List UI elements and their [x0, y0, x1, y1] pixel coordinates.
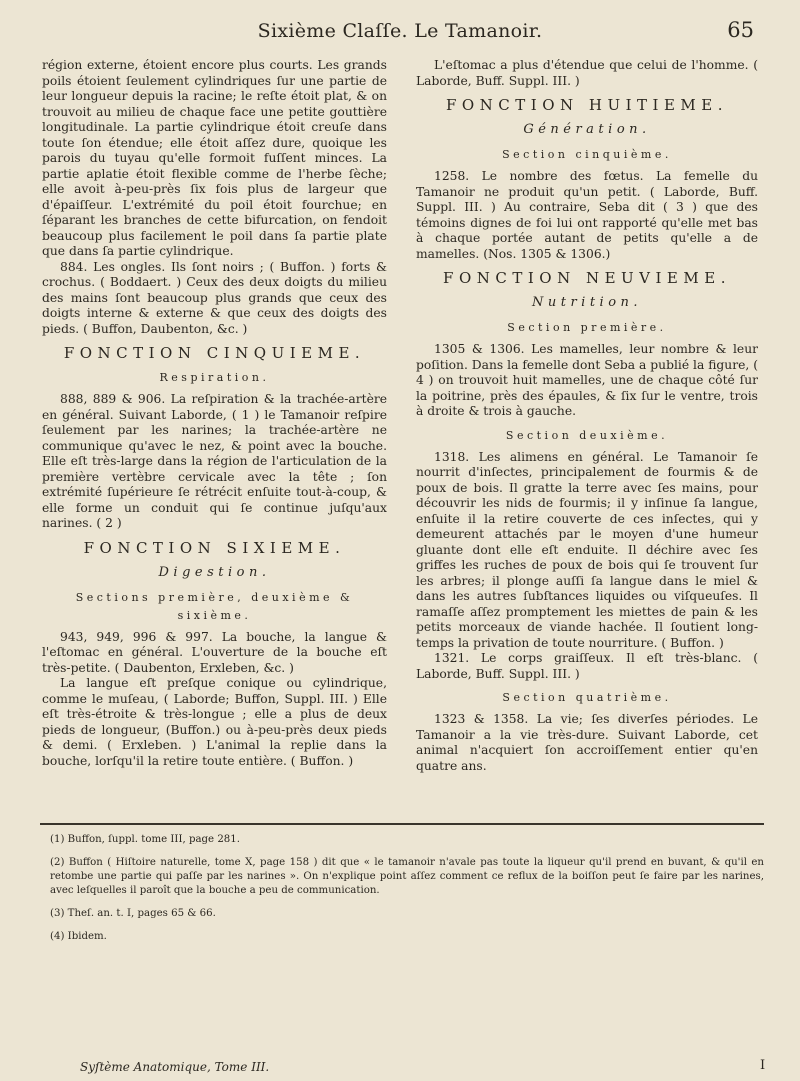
running-title: Sixième Claſſe. Le Tamanoir.: [257, 20, 543, 42]
heading-fonction-6: FONCTION SIXIEME.: [83, 538, 346, 557]
signature-line: Syſtème Anatomique, Tome III.: [80, 1060, 270, 1074]
paragraph: 888, 889 & 906. La reſpiration & la trachée-artère en général. Suivant Laborde, ( 1 ) le Tamanoir reſpire ſeulement par les narines; la trachée-artère ne communique qu'avec le nez, & point avec la bouche. Elle eſt très-large dans la région de l'articulation de la première vertèbre cervicale avec la tête ; ſon extrémité ſupérieure ſe rétrécit enſuite tout-à-coup, & elle forme un conduit qui ſe continue juſqu'aux narines. ( 2 ): [42, 392, 387, 530]
section-heading: Section quatrième.: [502, 691, 672, 704]
footnote-divider: [40, 823, 764, 825]
section-heading: Section cinquième.: [502, 148, 672, 161]
paragraph: 1318. Les alimens en général. Le Tamanoir ſe nourrit d'inſectes, principalement de fourmis & de poux de bois. Il gratte la terre avec ſes mains, pour découvrir les nids de fourmis; il y inſinue ſa langue, enſuite il la retire couverte de ces inſectes, qui y demeurent attachés par le moyen d'une humeur gluante dont elle eſt enduite. Il déchire avec ſes griffes les ruches de poux de bois qui ſe trouvent ſur les arbres; il plonge auſſi ſa langue dans le miel & dans les autres ſubſtances liquides ou viſqueuſes. Il ramaſſe aſſez promptement les miettes de pain & les petits morceaux de viande hachée. Il ſoutient long-temps la privation de toute nourriture. ( Buffon. ): [416, 449, 758, 650]
paragraph: 1258. Le nombre des fœtus. La femelle du Tamanoir ne produit qu'un petit. ( Laborde, Buff. Suppl. III. ) Au contraire, Seba dit ( 3 ) que des témoins dignes de foi lui ont rapporté qu'elle met bas à chaque portée autant de petits qu'elle a de mamelles. (Nos. 1305 & 1306.): [416, 169, 758, 261]
right-column: [416, 58, 758, 774]
footnote: (1) Buffon, ſuppl. tome III, page 281.: [50, 834, 241, 845]
footnote: (2) Buffon ( Hiſtoire naturelle, tome X, page 158 ) dit que « le tamanoir n'avale pas toute la liqueur qu'il prend en buvant, & qu'il en retombe une partie qui paſſe par les narines ». On n'explique point aſſez comment ce reflux de la boiſſon peut ſe faire par les narines, avec leſquelles il paroît que la bouche a peu de communication.: [50, 857, 764, 896]
section-heading: Sections première, deuxième & sixième.: [75, 590, 354, 622]
paragraph: L'eſtomac a plus d'étendue que celui de l'homme. ( Laborde, Buff. Suppl. III. ): [416, 58, 758, 88]
subheading-digestion: Digestion.: [158, 564, 271, 580]
left-column: [42, 58, 387, 769]
section-heading: Section première.: [507, 321, 667, 334]
paragraph: 943, 949, 996 & 997. La bouche, la langue & l'eſtomac en général. L'ouverture de la bouche eſt très-petite. ( Daubenton, Erxleben, &c. ): [42, 629, 387, 675]
paragraph: région externe, étoient encore plus courts. Les grands poils étoient ſeulement cylindriques ſur une partie de leur longueur depuis la racine; le reſte étoit plat, & on trouvoit au milieu de chaque face une petite gouttière longitudinale. La partie cylindrique étoit creuſe dans toute ſon étendue; elle étoit aſſez dure, quoique les parois du tuyau qu'elle formoit fuſſent minces. La partie aplatie étoit flexible comme de l'herbe ſèche; elle avoit à-peu-près ſix fois plus de largeur que d'épaiſſeur. L'extrémité du poil étoit fourchue; en ſéparant les branches de cette bifurcation, on fendoit beaucoup plus facilement le poil dans ſa partie plate que dans ſa partie cylindrique.: [42, 58, 387, 258]
subheading-respiration: Respiration.: [159, 371, 270, 384]
paragraph: 1323 & 1358. La vie; ſes diverſes périodes. Le Tamanoir a la vie très-dure. Suivant Laborde, cet animal n'acquiert ſon accroiſſement entier qu'en quatre ans.: [416, 712, 758, 773]
paragraph: 1305 & 1306. Les mamelles, leur nombre & leur poſition. Dans la femelle dont Seba a publié la figure, ( 4 ) on trouvoit huit mamelles, une de chaque côté ſur la poitrine, près des épaules, & ſix ſur le ventre, trois à droite & trois à gauche.: [416, 342, 758, 418]
subheading-nutrition: Nutrition.: [531, 295, 643, 310]
page-number: 65: [727, 18, 754, 42]
paragraph: 884. Les ongles. Ils ſont noirs ; ( Buffon. ) forts & crochus. ( Boddaert. ) Ceux des deux doigts du milieu des mains ſont beaucoup plus grands que ceux des doigts interne & externe & que ceux des doigts des pieds. ( Buffon, Daubenton, &c. ): [42, 259, 387, 336]
heading-fonction-5: FONCTION CINQUIEME.: [63, 344, 366, 362]
footnote: (3) Theſ. an. t. I, pages 65 & 66.: [50, 908, 216, 919]
heading-fonction-8: FONCTION HUITIEME.: [445, 96, 729, 114]
page-header: [0, 14, 800, 48]
section-heading: Section deuxième.: [505, 428, 669, 442]
footnotes: [50, 833, 764, 953]
footnote: (4) Ibidem.: [50, 931, 107, 942]
paragraph: La langue eſt preſque conique ou cylindrique, comme le muſeau, ( Laborde; Buffon, Suppl. III. ) Elle eſt très-étroite & très-longue ; elle a plus de deux pieds de longueur, (Buffon.) ou à-peu-près deux pieds & demi. ( Erxleben. ) L'animal la replie dans la bouche, lorſqu'il la retire toute entière. ( Buffon. ): [42, 676, 387, 768]
heading-fonction-9: FONCTION NEUVIEME.: [443, 269, 731, 287]
signature-mark: I: [760, 1058, 766, 1073]
paragraph: 1321. Le corps graiſſeux. Il eſt très-blanc. ( Laborde, Buff. Suppl. III. ): [416, 651, 758, 681]
subheading-generation: Génération.: [523, 122, 651, 137]
